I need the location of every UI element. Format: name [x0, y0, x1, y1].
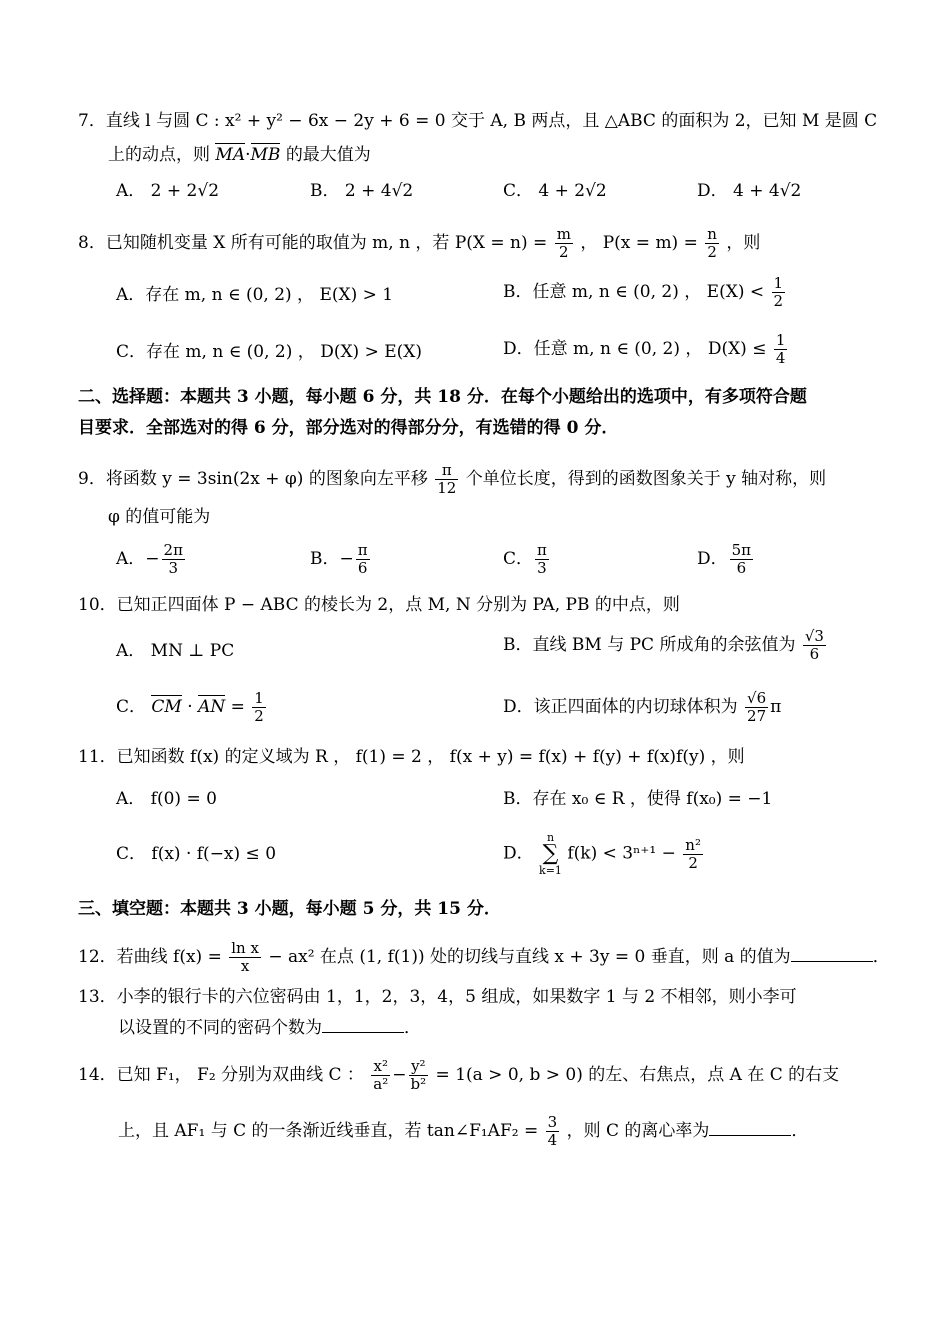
q9-opta-den: 3 [168, 559, 178, 577]
q14-line2-pre: 上，且 AF₁ 与 C 的一条渐近线垂直，若 tan∠F₁AF₂ = [118, 1121, 539, 1141]
q10-optc-eq: = [230, 697, 245, 717]
q9-optc-den: 3 [537, 559, 547, 577]
q8-frac2-den: 2 [707, 243, 717, 261]
q14-f2-num: y² [409, 1058, 429, 1076]
q8-stem-b: ， P(x = m) = [580, 233, 698, 253]
q9-frac-den: 12 [437, 479, 457, 497]
q13-number: 13． [78, 987, 117, 1007]
q8-frac1-num: m [556, 225, 571, 243]
q8-option-b [503, 275, 787, 310]
q10-option-c [116, 690, 268, 725]
q13-stem-line2: 以设置的不同的密码个数为 [118, 1018, 322, 1038]
q10-optd-fraction [745, 690, 768, 725]
q12-frac-num: ln x [231, 939, 259, 957]
q7-dot: · [245, 145, 251, 165]
q9-optd-num: 5π [731, 541, 752, 559]
q11-optd-den: 2 [688, 853, 698, 872]
q7-option-b: B． 2 + 4√2 [310, 181, 414, 201]
q9-opta-label: A． [116, 549, 146, 569]
q8-option-a: A．存在 m, n ∈ (0, 2) ， E(X) > 1 [116, 285, 394, 305]
q12-pre: 若曲线 f(x) = [116, 947, 222, 967]
q10-optc-label: C． [116, 697, 147, 717]
q8-optd-num: 1 [775, 331, 786, 349]
q11-optd-num: n² [685, 835, 701, 854]
section2-header-line1: 二、选择题：本题共 3 小题，每小题 6 分，共 18 分．在每个小题给出的选项中，有多项符合题 [78, 387, 807, 407]
q7-vector-mb: MB [250, 145, 281, 165]
q9-option-b [310, 542, 372, 577]
q10-stem [78, 594, 680, 616]
q9-optd-fraction [730, 542, 753, 577]
q9-opta-sign: − [145, 549, 160, 569]
q9-frac-num: π [435, 462, 458, 480]
q11-option-b: B．存在 x₀ ∈ R ，使得 f(x₀) = −1 [503, 789, 773, 809]
q7-stem-line1: 直线 l 与圆 C : x² + y² − 6x − 2y + 6 = 0 交于 A, B 两点，且 △ABC 的面积为 2，已知 M 是圆 C [105, 111, 878, 131]
q7-stem-line2-post: 的最大值为 [285, 145, 371, 165]
q11-option-d [503, 832, 705, 876]
section3-header: 三、填空题：本题共 3 小题，每小题 5 分，共 15 分． [78, 899, 501, 919]
q12-number: 12． [78, 947, 117, 967]
q10-optb-text: B．直线 BM 与 PC 所成角的余弦值为 [503, 635, 796, 655]
q11-optd-fraction [683, 837, 703, 872]
q13-line2 [118, 1016, 421, 1039]
q8-option-b-fraction [772, 275, 786, 310]
q14-number: 14． [78, 1065, 117, 1085]
q10-optc-fraction [252, 690, 266, 725]
q7-option-d: D． 4 + 4√2 [697, 181, 802, 201]
q10-number: 10． [78, 595, 117, 615]
q9-option-c [503, 542, 551, 577]
q11-sum-top: n [546, 831, 555, 844]
q7-line1 [78, 110, 877, 132]
q10-optc-den: 2 [254, 707, 264, 725]
q9-optb-fraction [356, 542, 370, 577]
q13-line1 [78, 986, 797, 1008]
q14-line2-post: ，则 C 的离心率为 [566, 1121, 710, 1141]
q8-option-d-text: D．任意 m, n ∈ (0, 2) ， D(X) ≤ [503, 339, 767, 359]
q9-optc-fraction [535, 542, 549, 577]
q14-line2 [118, 1114, 808, 1149]
q12-answer-blank[interactable] [791, 945, 873, 962]
q9-optb-den: 6 [357, 559, 368, 577]
q7-line2 [108, 144, 371, 166]
q10-option-b [503, 628, 828, 663]
q8-frac1-den: 2 [559, 243, 569, 261]
q11-sum-bottom: k=1 [539, 864, 562, 877]
q10-stem-text: 已知正四面体 P − ABC 的棱长为 2，点 M, N 分别为 PA, PB 的中点，则 [116, 595, 680, 615]
q9-option-a [116, 542, 187, 577]
q10-optb-fraction [803, 628, 826, 663]
q7-stem-line2-pre: 上的动点，则 [108, 145, 210, 165]
q7-option-c: C． 4 + 2√2 [503, 181, 607, 201]
q8-frac2-num: n [707, 225, 717, 243]
q9-optb-num: π [357, 541, 368, 559]
q9-stem-a: 将函数 y = 3sin(2x + φ) 的图象向左平移 [105, 469, 428, 489]
q9-optb-label: B． [310, 549, 340, 569]
q8-stem-a: 已知随机变量 X 所有可能的取值为 m, n ，若 P(X = n) = [105, 233, 548, 253]
q14-fraction-x2-over-a2 [371, 1058, 390, 1093]
q9-optd-den: 6 [736, 559, 747, 577]
q14-f1-num: x² [371, 1058, 390, 1076]
q8-fraction-m-over-2 [555, 226, 573, 261]
q12-end: ． [872, 947, 890, 967]
q11-stem [78, 746, 745, 768]
q9-number: 9． [78, 469, 106, 489]
q10-optd-text: D．该正四面体的内切球体积为 [503, 697, 738, 717]
q9-optb-sign: − [339, 549, 354, 569]
section2-header-line2: 目要求．全部选对的得 6 分，部分选对的得部分分，有选错的得 0 分． [78, 418, 619, 438]
q10-optd-pi: π [770, 697, 782, 717]
q9-optc-num: π [537, 541, 547, 559]
q14-pre: 已知 F₁， F₂ 分别为双曲线 C ： [116, 1065, 364, 1085]
q11-optd-label: D． [503, 843, 534, 864]
q8-number: 8． [78, 233, 106, 253]
q14-line1 [78, 1058, 839, 1093]
q14-f3-den: 4 [547, 1131, 558, 1149]
q8-optd-den: 4 [775, 349, 786, 367]
q10-option-a: A． MN ⊥ PC [116, 641, 235, 661]
q10-optd-num: √6 [747, 689, 767, 707]
q10-vector-cm: CM [151, 697, 182, 717]
q11-number: 11． [78, 747, 117, 767]
q11-sum-sign: ∑ [542, 841, 559, 866]
q8-optb-den: 2 [773, 292, 784, 310]
q14-answer-blank[interactable] [709, 1119, 791, 1136]
q11-optd-summation [539, 832, 562, 876]
q9-opta-fraction [162, 542, 185, 577]
q11-stem-text: 已知函数 f(x) 的定义域为 R ， f(1) = 2 ， f(x + y) = f(x) + f(y) + f(x)f(y) ，则 [116, 747, 745, 767]
q7-number: 7． [78, 111, 106, 131]
q7-vector-ma: MA [215, 145, 246, 165]
q12-post: − ax² 在点 (1, f(1)) 处的切线与直线 x + 3y = 0 垂直，则 a 的值为 [268, 947, 791, 967]
q8-option-c: C．存在 m, n ∈ (0, 2) ， D(X) > E(X) [116, 342, 423, 362]
q9-optc-label: C． [503, 549, 534, 569]
q8-fraction-n-over-2 [705, 226, 719, 261]
q10-optb-num: √3 [804, 627, 824, 645]
q9-opta-num: 2π [163, 541, 183, 559]
q10-optc-dot: · [187, 697, 193, 717]
q10-optc-num: 1 [254, 689, 264, 707]
q12-frac-den: x [240, 957, 250, 975]
q10-optd-den: 27 [747, 707, 767, 725]
q9-stem [78, 462, 826, 497]
q13-end: ． [404, 1018, 421, 1038]
q10-option-d [503, 690, 781, 725]
q9-stem-b: 个单位长度，得到的函数图象关于 y 轴对称，则 [465, 469, 827, 489]
q14-f2-den: b² [410, 1075, 427, 1093]
q9-optd-label: D． [697, 549, 728, 569]
q14-f3-num: 3 [547, 1113, 558, 1131]
q9-option-d [697, 542, 755, 577]
q13-answer-blank[interactable] [322, 1016, 404, 1033]
q10-optb-den: 6 [809, 645, 820, 663]
q14-f1-den: a² [373, 1075, 389, 1093]
q14-minus: − [392, 1065, 407, 1085]
q13-stem-line1: 小李的银行卡的六位密码由 1，1，2，3，4，5 组成，如果数字 1 与 2 不相邻，则小李可 [116, 987, 797, 1007]
q10-vector-an: AN [198, 697, 226, 717]
q9-fraction-pi-over-12 [435, 462, 458, 497]
q11-option-c: C． f(x) · f(−x) ≤ 0 [116, 844, 277, 864]
q12-fraction-lnx-over-x [229, 940, 261, 975]
q8-stem [78, 226, 760, 261]
q14-end: ． [791, 1121, 809, 1141]
q8-optb-num: 1 [773, 274, 784, 292]
q11-optd-mid: f(k) < 3ⁿ⁺¹ − [567, 843, 676, 864]
q12-stem [78, 940, 890, 975]
q8-option-d-fraction [774, 332, 788, 367]
q7-option-a: A． 2 + 2√2 [116, 181, 220, 201]
q8-option-b-text: B．任意 m, n ∈ (0, 2) ， E(X) < [503, 282, 765, 302]
q14-fraction-3-over-4 [546, 1114, 560, 1149]
q8-option-d [503, 332, 789, 367]
q14-fraction-y2-over-b2 [409, 1058, 429, 1093]
q11-option-a: A． f(0) = 0 [116, 789, 217, 809]
q14-post: = 1(a > 0, b > 0) 的左、右焦点，点 A 在 C 的右支 [435, 1065, 840, 1085]
q8-stem-c: ，则 [726, 233, 761, 253]
q9-stem-line2: φ 的值可能为 [108, 507, 211, 527]
